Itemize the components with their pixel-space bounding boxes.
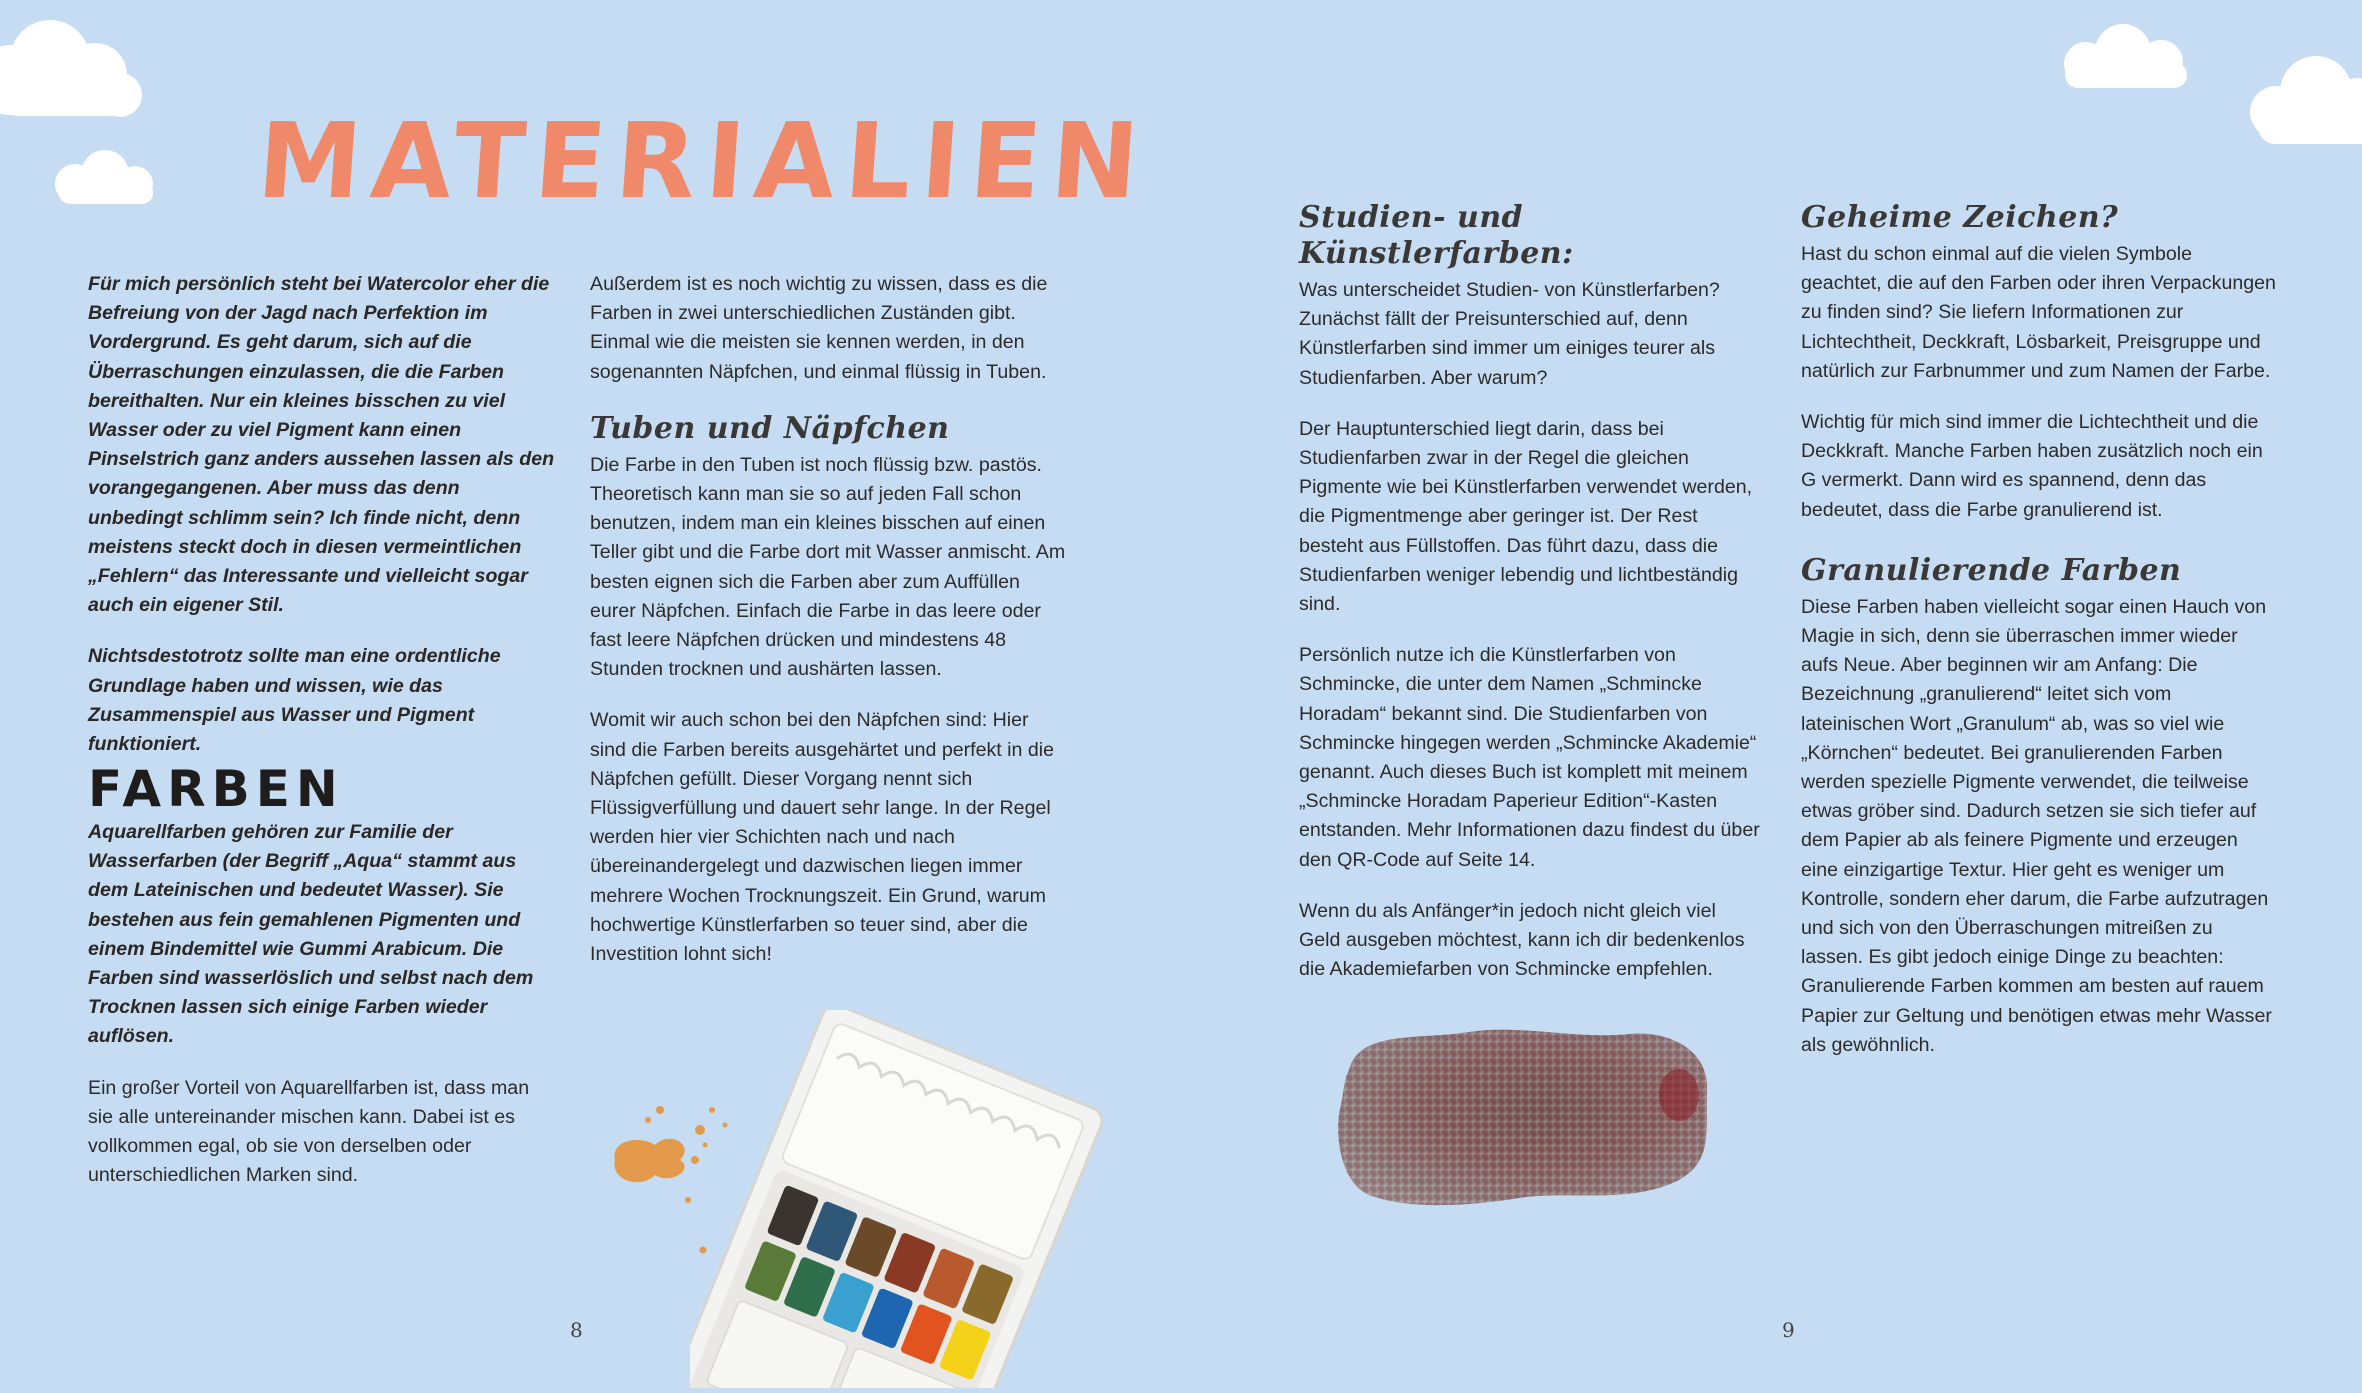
farben-text: Ein großer Vorteil von Aquarellfarben ist, dass man sie alle untereinander mischen kann. Dabei ist es vollkommen egal, ob sie von derselben oder unterschiedlichen Marken sind.: [88, 1076, 530, 1187]
page-title: MATERIALIEN: [253, 100, 1153, 222]
farben-heading: FARBEN: [88, 760, 344, 818]
cloud-icon: [2246, 50, 2362, 150]
tuben-paragraph: Die Farbe in den Tuben ist noch flüssig bzw. pastös. Theoretisch kann man sie so auf jeden Fall schon benutzen, indem man ein kleines bisschen auf einen Teller gibt und die Farbe dort mit Wasser anmischt. Am besten eignen sich die Farben aber zum Auffüllen eurer Näpfchen. Einfach die Farbe in das leere oder fast leere Näpfchen drücken und mindestens 48 Stunden trocknen und aushärten lassen.: [590, 453, 1066, 681]
intro-column: [88, 270, 556, 781]
cloud-icon: [0, 10, 150, 130]
cloud-icon: [45, 148, 165, 208]
farben-intro: Aquarellfarben gehören zur Familie der Wasserfarben (der Begriff „Aqua“ stammt aus dem Lateinischen und bedeutet Wasser). Sie bestehen aus fein gemahlenen Pigmenten und einem Bindemittel wie Gummi Arabicum. Die Farben sind wasserlöslich und selbst nach dem Trocknen lassen sich einige Farben wieder auflösen.: [88, 821, 534, 1048]
cloud-icon: [2051, 22, 2201, 92]
studien-paragraph: Persönlich nutze ich die Künstlerfarben von Schmincke, die unter dem Namen „Schmincke Horadam“ bekannt sind. Die Studienfarben von Schmincke hingegen werden „Schmincke Akademie“ genannt. Auch dieses Buch ist komplett mit meinem „Schmincke Horadam Paperieur Edition“-Kasten entstanden. Mehr Informationen dazu findest du über den QR-Code auf Seite 14.: [1299, 644, 1760, 871]
farben-section: [88, 762, 556, 1212]
left-page: [0, 0, 1181, 1388]
studien-section: [1299, 200, 1761, 1006]
tuben-heading: Tuben und Näpfchen: [590, 410, 950, 446]
geheime-paragraph: Hast du schon einmal auf die vielen Symbole geachtet, die auf den Farben oder ihren Verpackungen zu finden sind? Sie liefern Informationen zur Lichtechtheit, Deckkraft, Lösbarkeit, Preisgruppe und natürlich zur Farbnummer und zum Namen der Farbe.: [1801, 243, 2276, 382]
intro-paragraph: Nichtsdestotrotz sollte man eine ordentliche Grundlage haben und wissen, wie das Zusammenspiel aus Wasser und Pigment funktioniert.: [88, 645, 501, 756]
studien-paragraph: Was unterscheidet Studien- von Künstlerfarben? Zunächst fällt der Preisunterschied auf, denn Künstlerfarben sind immer um einiges teurer als Studienfarben. Aber warum?: [1299, 279, 1720, 389]
page-number: 8: [570, 1318, 583, 1342]
studien-paragraph: Wenn du als Anfänger*in jedoch nicht gleich viel Geld ausgeben möchtest, kann ich dir bedenkenlos die Akademiefarben von Schmincke empfehlen.: [1299, 899, 1745, 981]
granul-heading: Granulierende Farben: [1801, 552, 2182, 588]
right-page: [1181, 0, 2362, 1388]
granul-paragraph: Diese Farben haben vielleicht sogar einen Hauch von Magie in sich, denn sie überraschen immer wieder aufs Neue. Aber beginnen wir am Anfang: Die Bezeichnung „granulierend“ leitet sich vom lateinischen Wort „Granulum“ ab, was so viel wie „Körnchen“ bedeutet. Bei granulierenden Farben werden spezielle Pigmente verwendet, die teilweise etwas gröber sind. Dadurch setzen sie sich tiefer auf dem Papier ab als feinere Pigmente und erzeugen eine einzigartige Textur. Hier geht es weniger um Kontrolle, sondern eher darum, die Farbe aufzutragen und sich von den Überraschungen mitreißen zu lassen. Es gibt jedoch einige Dinge zu beachten: Granulierende Farben kommen am besten auf rauem Papier zur Geltung und benötigen etwas mehr Wasser als gewöhnlich.: [1801, 595, 2272, 1056]
page-number: 9: [1782, 1318, 1795, 1342]
geheime-section: [1801, 200, 2277, 1082]
geheime-paragraph: Wichtig für mich sind immer die Lichtechtheit und die Deckkraft. Manche Farben haben zusätzlich noch ein G vermerkt. Dann wird es spannend, denn das bedeutet, dass die Farbe granulierend ist.: [1801, 411, 2263, 521]
tuben-paragraph: Womit wir auch schon bei den Näpfchen sind: Hier sind die Farben bereits ausgehärtet und perfekt in die Näpfchen gefüllt. Dieser Vorgang nennt sich Flüssigverfüllung und dauert sehr lange. In der Regel werden hier vier Schichten nach und nach übereinandergelegt und dazwischen liegen immer mehrere Wochen Trocknungszeit. Ein Grund, warum hochwertige Künstlerfarben so teuer sind, aber die Investition lohnt sich!: [590, 709, 1055, 966]
column-two: [590, 270, 1068, 991]
studien-paragraph: Der Hauptunterschied liegt darin, dass bei Studienfarben zwar in der Regel die gleichen Pigmente wie bei Künstlerfarben verwendet werden, die Pigmentmenge aber geringer ist. Der Rest besteht aus Füllstoffen. Das führt dazu, dass die Studienfarben weniger lebendig und lichtbeständig sind.: [1299, 417, 1753, 616]
col2-paragraph: Außerdem ist es noch wichtig zu wissen, dass es die Farben in zwei unterschiedlichen Zuständen gibt. Einmal wie die meisten sie kennen werden, in den sogenannten Näpfchen, und einmal flüssig in Tuben.: [590, 273, 1048, 383]
intro-paragraph: Für mich persönlich steht bei Watercolor eher die Befreiung von der Jagd nach Perfektion im Vordergrund. Es geht darum, sich auf die Überraschungen einzulassen, die die Farben bereithalten. Nur ein kleines bisschen zu viel Wasser oder zu viel Pigment kann einen Pinselstrich ganz anders aussehen lassen als den vorangegangenen. Aber muss das denn unbedingt schlimm sein? Ich finde nicht, denn meistens steckt doch in diesen vermeintlichen „Fehlern“ das Interessante und vielleicht sogar auch ein eigener Stil.: [88, 273, 555, 617]
watercolor-palette-image: [690, 1010, 1150, 1393]
studien-heading: Studien- und Künstlerfarben:: [1299, 200, 1574, 271]
geheime-heading: Geheime Zeichen?: [1801, 200, 2119, 235]
granulating-swatch-image: [1329, 1010, 1729, 1225]
